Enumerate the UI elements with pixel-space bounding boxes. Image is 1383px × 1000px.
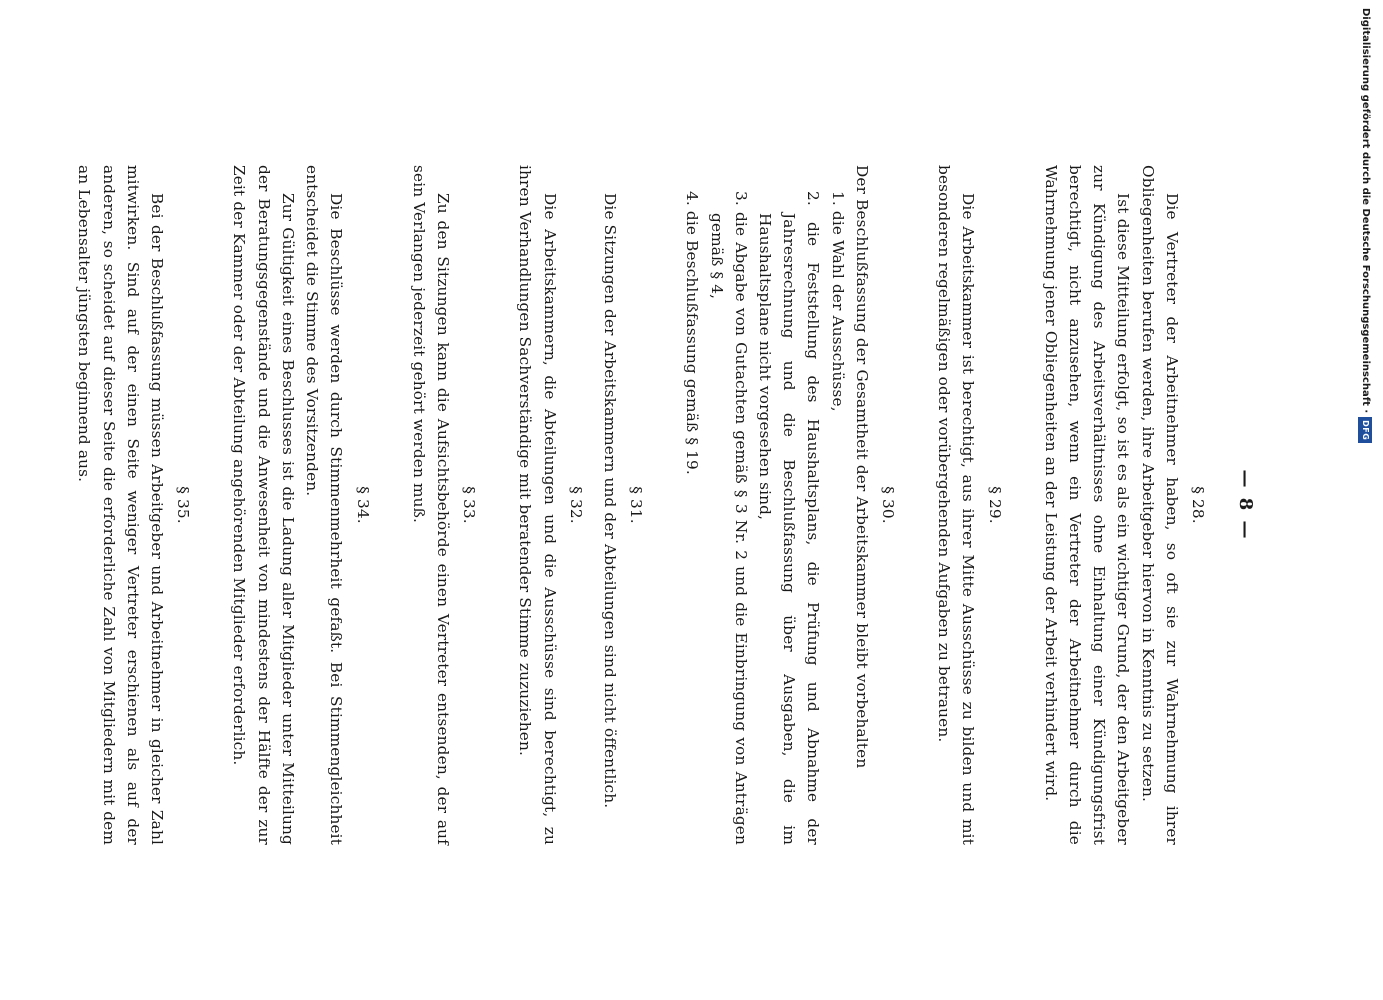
- dfg-logo: DFG: [1358, 417, 1372, 443]
- section-heading-28: § 28.: [1189, 486, 1207, 524]
- section-34-paragraph-1: Die Beschlüsse werden durch Stimmenmehrheit gefaßt. Bei Stimmengleichheit entscheidet die Stimme des Vorsitzenden.: [303, 165, 346, 845]
- section-34-paragraph-2: Zur Gültigkeit eines Beschlusses ist die Ladung aller Mitglieder unter Mitteilung der Beratungsgegenstände und die Anwesenheit von mindestens der Hälfte der zur Zeit der Kammer oder der Abteilung angehörenden Mitglieder erforderlich.: [230, 165, 297, 845]
- credit-text: Digitalisierung gefördert durch die Deutsche Forschungsgemeinschaft ·: [1360, 8, 1371, 414]
- section-30-paragraph-1: Der Beschlußfassung der Gesamtheit der Arbeitskammer bleibt vorbehalten: [852, 165, 871, 769]
- section-heading-32: § 32.: [566, 486, 585, 524]
- section-heading-31: § 31.: [627, 486, 646, 524]
- section-28-paragraph-1: Die Vertreter der Arbeitnehmer haben, so oft sie zur Wahrnehmung ihrer Obliegenheiten berufen werden, ihre Arbeitgeber hiervon in Kenntnis zu setzen.: [1138, 165, 1181, 845]
- section-29-paragraph-1: Die Arbeitskammer ist berechtigt, aus ihrer Mitte Ausschüsse zu bilden und mit besonderen regelmäßigen oder vorübergehenden Aufgaben zu betrauen.: [935, 165, 978, 845]
- section-28-paragraph-2: Ist diese Mitteilung erfolgt, so ist es als ein wichtiger Grund, der den Arbeitgeber zur Kündigung des Arbeitsverhältnisses ohne Einhaltung einer Kündigungsfrist berechtigt, nicht anzusehen, wenn ein Vertreter der Arbeitnehmer durch die Wahrnehmung jener Obliegenheiten an der Leistung der Arbeit verhindert wird.: [1041, 165, 1133, 845]
- section-heading-33: § 33.: [460, 486, 479, 524]
- section-31-paragraph-1: Die Sitzungen der Arbeitskammern und der Abteilungen sind nicht öffentlich.: [600, 193, 619, 809]
- section-heading-30: § 30.: [878, 486, 897, 524]
- section-30-list: [680, 165, 849, 845]
- section-heading-29: § 29.: [985, 486, 1004, 524]
- page-number: — 8 —: [1235, 469, 1256, 541]
- section-33-paragraph-1: Zu den Sitzungen kann die Aufsichtsbehörde einen Vertreter entsenden, der auf sein Verlangen jederzeit gehört werden muß.: [409, 165, 452, 845]
- section-35-paragraph-1: Bei der Beschlußfassung müssen Arbeitgeber und Arbeitnehmer in gleicher Zahl mitwirken. Sind auf der einen Seite weniger Vertreter erschienen als auf der anderen, so scheidet auf dieser Seite die erforderliche Zahl von Mitgliedern mit dem an Lebensalter jüngsten beginnend aus.: [75, 165, 167, 845]
- digitization-credit: [1358, 8, 1372, 441]
- list-item: 1. die Wahl der Ausschüsse,: [828, 191, 847, 412]
- list-item: 4. die Beschlußfassung gemäß § 19.: [683, 191, 702, 475]
- section-heading-34: § 34.: [353, 486, 372, 524]
- section-32-paragraph-1: Die Arbeitskammern, die Abteilungen und die Ausschüsse sind berechtigt, zu ihren Verhandlungen Sachverständige mit beratender Stimme zuzuziehen.: [516, 165, 559, 845]
- list-item: 3. die Abgabe von Gutachten gemäß § 3 Nr. 2 und die Einbringung von Anträgen gemäß § 4,: [707, 191, 750, 845]
- list-item: 2. die Feststellung des Haushaltsplans, die Prüfung und Abnahme der Jahresrechnung und die Beschlußfassung über Ausgaben, die im Haushaltsplane nicht vorgesehen sind,: [755, 191, 823, 845]
- section-heading-35: § 35.: [174, 486, 193, 524]
- document-page: [75, 165, 1260, 845]
